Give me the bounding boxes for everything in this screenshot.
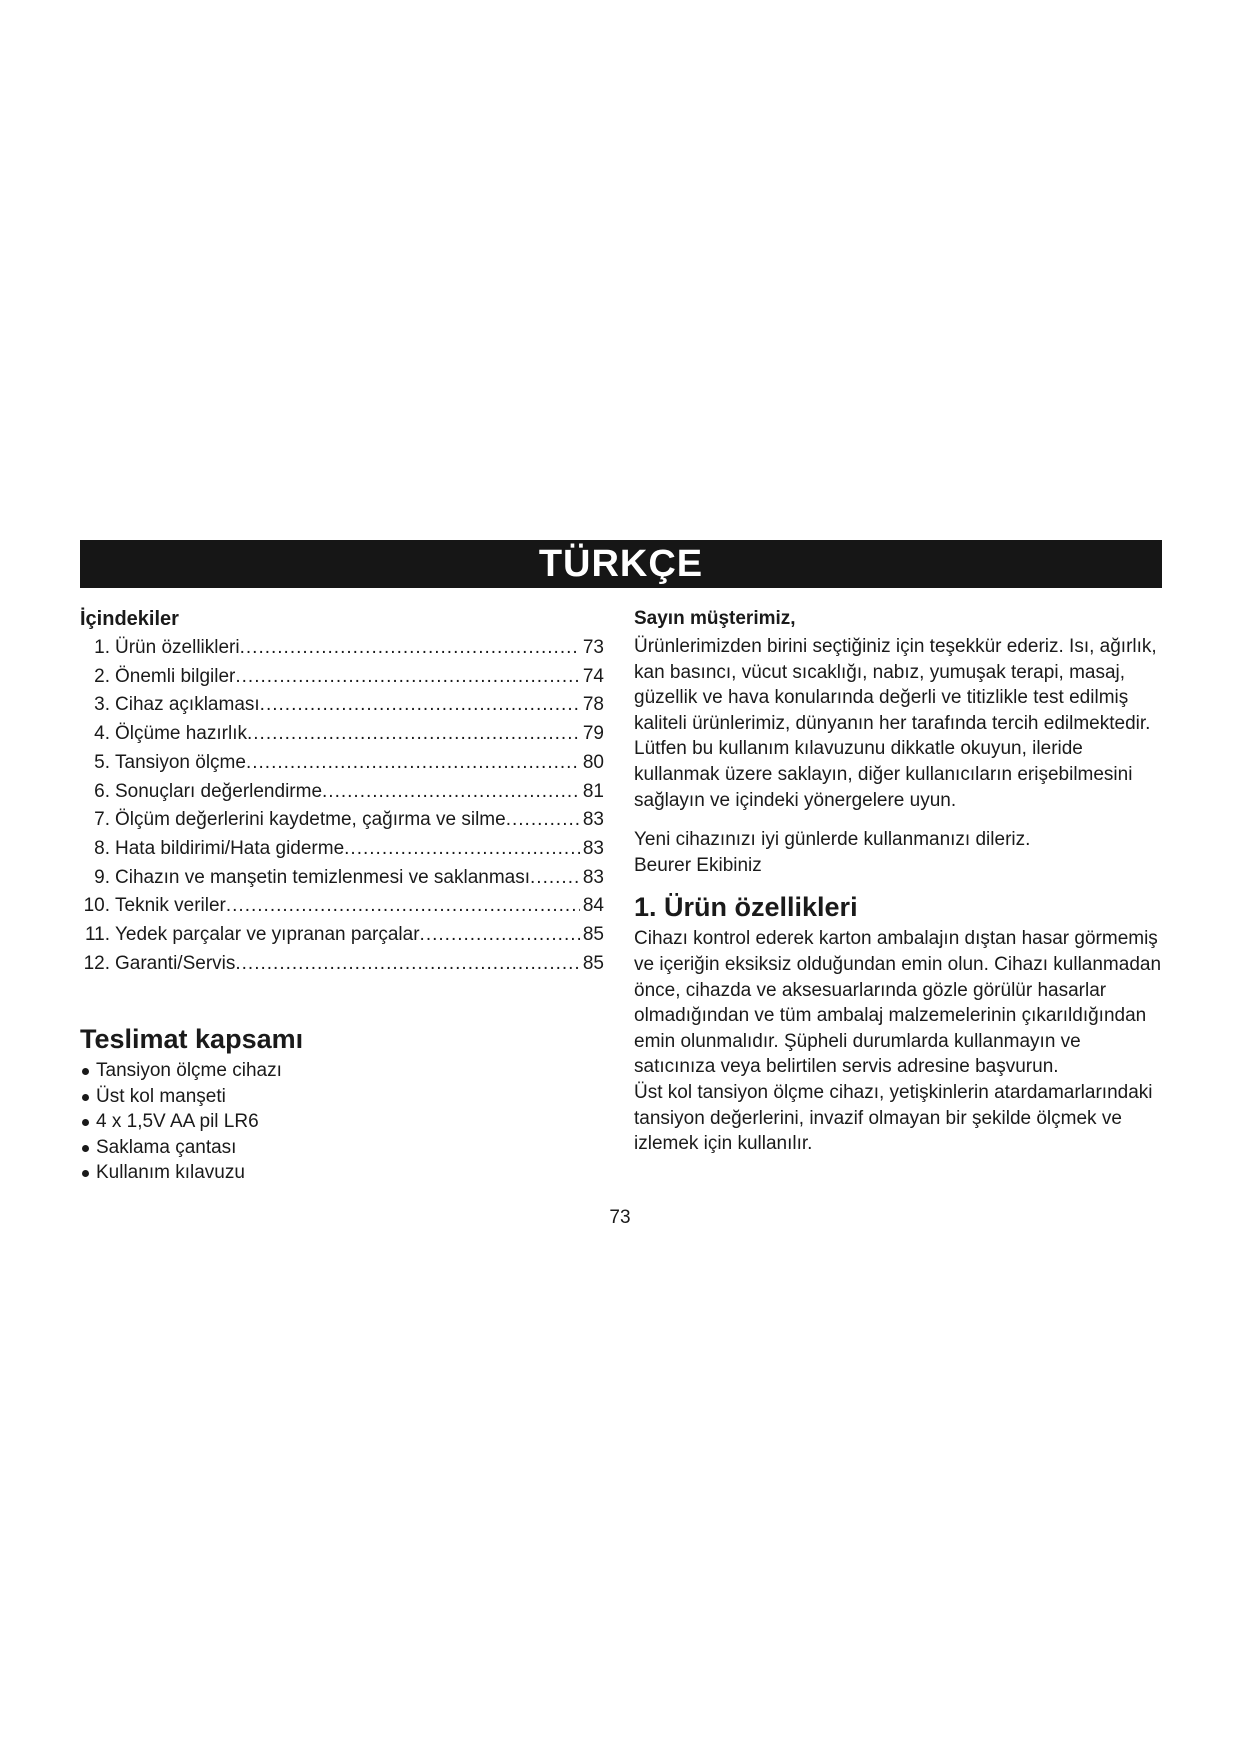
delivery-item: 4 x 1,5V AA pil LR6 bbox=[80, 1109, 604, 1135]
toc-label: Ürün özellikleri bbox=[115, 637, 240, 658]
delivery-item: Kullanım kılavuzu bbox=[80, 1160, 604, 1186]
toc-page-number: 78 bbox=[582, 694, 604, 716]
toc-page-number: 79 bbox=[582, 723, 604, 745]
toc-label: Garanti/Servis bbox=[115, 952, 236, 974]
greeting: Sayın müşterimiz, bbox=[634, 608, 796, 629]
delivery-item: Tansiyon ölçme cihazı bbox=[80, 1058, 604, 1084]
delivery-title: Teslimat kapsamı bbox=[80, 1024, 304, 1055]
right-column bbox=[634, 604, 1164, 1157]
toc-label: Cihazın ve manşetin temizlenmesi ve saklanması bbox=[115, 866, 531, 888]
section-1-title: 1. Ürün özellikleri bbox=[634, 892, 858, 923]
toc-page-number: 73 bbox=[582, 637, 604, 658]
toc-page-number: 81 bbox=[582, 780, 604, 802]
toc-number: 3. bbox=[94, 694, 110, 716]
toc-number: 11. bbox=[84, 924, 110, 946]
toc-row bbox=[80, 806, 604, 835]
language-banner: TÜRKÇE bbox=[80, 540, 1162, 588]
toc-leader-dots bbox=[247, 720, 580, 749]
toc-page-number: 80 bbox=[582, 751, 604, 773]
toc-label: Ölçüme hazırlık bbox=[115, 723, 247, 745]
toc-row bbox=[80, 691, 604, 720]
toc-page-number: 85 bbox=[582, 924, 604, 946]
toc-number: 8. bbox=[94, 837, 110, 859]
toc-page-number: 83 bbox=[582, 809, 604, 831]
toc-label: Cihaz açıklaması bbox=[115, 694, 260, 716]
toc-number: 1. bbox=[94, 637, 110, 658]
toc-label: Önemli bilgiler bbox=[115, 665, 236, 687]
toc-row bbox=[80, 835, 604, 864]
toc-leader-dots bbox=[235, 663, 579, 692]
toc-leader-dots bbox=[344, 835, 580, 864]
toc-leader-dots bbox=[226, 892, 580, 921]
toc-leader-dots bbox=[506, 806, 580, 835]
toc-label: Hata bildirimi/Hata giderme bbox=[115, 837, 345, 859]
toc-leader-dots bbox=[530, 864, 580, 893]
delivery-item: Saklama çantası bbox=[80, 1135, 604, 1161]
toc-row bbox=[80, 950, 604, 979]
toc-row bbox=[80, 749, 604, 778]
toc-row bbox=[80, 892, 604, 921]
toc-label: Tansiyon ölçme bbox=[115, 751, 246, 773]
delivery-list bbox=[80, 1058, 604, 1186]
toc-label: Yedek parçalar ve yıpranan parçalar bbox=[115, 924, 420, 946]
toc-leader-dots bbox=[246, 749, 580, 778]
toc-row bbox=[80, 720, 604, 749]
toc-number: 7. bbox=[94, 809, 110, 831]
section-1-paragraph-1: Cihazı kontrol ederek karton ambalajın dıştan hasar görmemiş ve içeriğin eksiksiz olduğundan emin olun. Cihazı kullanmadan önce, cihazda ve aksesuarlarında gözle görülür hasarlar olmadığından ve tüm ambalaj malzemelerinin çıkarıldığından emin olunmalıdır. Şüpheli durumlarda kullanmayın ve satıcınıza veya belirtilen servis adresine başvurun. bbox=[634, 928, 1162, 1078]
toc-number: 6. bbox=[94, 780, 110, 802]
toc-page-number: 74 bbox=[582, 665, 604, 687]
toc-row bbox=[80, 778, 604, 807]
toc-leader-dots bbox=[240, 634, 580, 663]
toc-label: Sonuçları değerlendirme bbox=[115, 780, 323, 802]
delivery-item: Üst kol manşeti bbox=[80, 1084, 604, 1110]
toc-leader-dots bbox=[420, 921, 580, 950]
toc-row bbox=[80, 663, 604, 692]
toc-leader-dots bbox=[322, 778, 580, 807]
toc-number: 10. bbox=[83, 895, 110, 917]
toc-number: 2. bbox=[94, 665, 110, 687]
toc-page-number: 83 bbox=[582, 837, 604, 859]
toc-row bbox=[80, 864, 604, 893]
toc-number: 5. bbox=[94, 751, 110, 773]
toc-number: 9. bbox=[94, 866, 110, 888]
section-1-paragraph-2: Üst kol tansiyon ölçme cihazı, yetişkinlerin atardamarlarındaki tansiyon değerlerini, invazif olmayan bir şekilde ölçmek ve izlemek için kullanılır. bbox=[634, 1081, 1153, 1155]
toc-leader-dots bbox=[235, 950, 579, 979]
toc-leader-dots bbox=[260, 691, 580, 720]
toc-row bbox=[80, 634, 604, 663]
table-of-contents bbox=[80, 634, 604, 978]
toc-page-number: 85 bbox=[582, 952, 604, 974]
toc-label: Teknik veriler bbox=[115, 895, 226, 917]
toc-label: Ölçüm değerlerini kaydetme, çağırma ve silme bbox=[115, 809, 506, 831]
intro-wish: Yeni cihazınızı iyi günlerde kullanmanızı dileriz. bbox=[634, 829, 1031, 851]
toc-page-number: 83 bbox=[582, 866, 604, 888]
page-number: 73 bbox=[609, 1207, 631, 1228]
left-column bbox=[80, 604, 604, 1186]
intro-paragraph: Ürünlerimizden birini seçtiğiniz için teşekkür ederiz. Isı, ağırlık, kan basıncı, vücut sıcaklığı, nabız, yumuşak terapi, masaj, güzellik ve hava konularında değerli ve titizlikle test edilmiş kaliteli ürünlerimiz, dünyanın her tarafında tercih edilmektedir. Lütfen bu kullanım kılavuzunu dikkatle okuyun, ileride kullanmak üzere saklayın, diğer kullanıcıların erişebilmesini sağlayın ve içindeki yönergelere uyun. bbox=[634, 636, 1157, 811]
intro-signature: Beurer Ekibiniz bbox=[634, 854, 762, 876]
toc-number: 12. bbox=[83, 952, 110, 974]
toc-number: 4. bbox=[94, 723, 110, 745]
toc-title: İçindekiler bbox=[80, 608, 179, 630]
toc-row bbox=[80, 921, 604, 950]
toc-page-number: 84 bbox=[582, 895, 604, 917]
